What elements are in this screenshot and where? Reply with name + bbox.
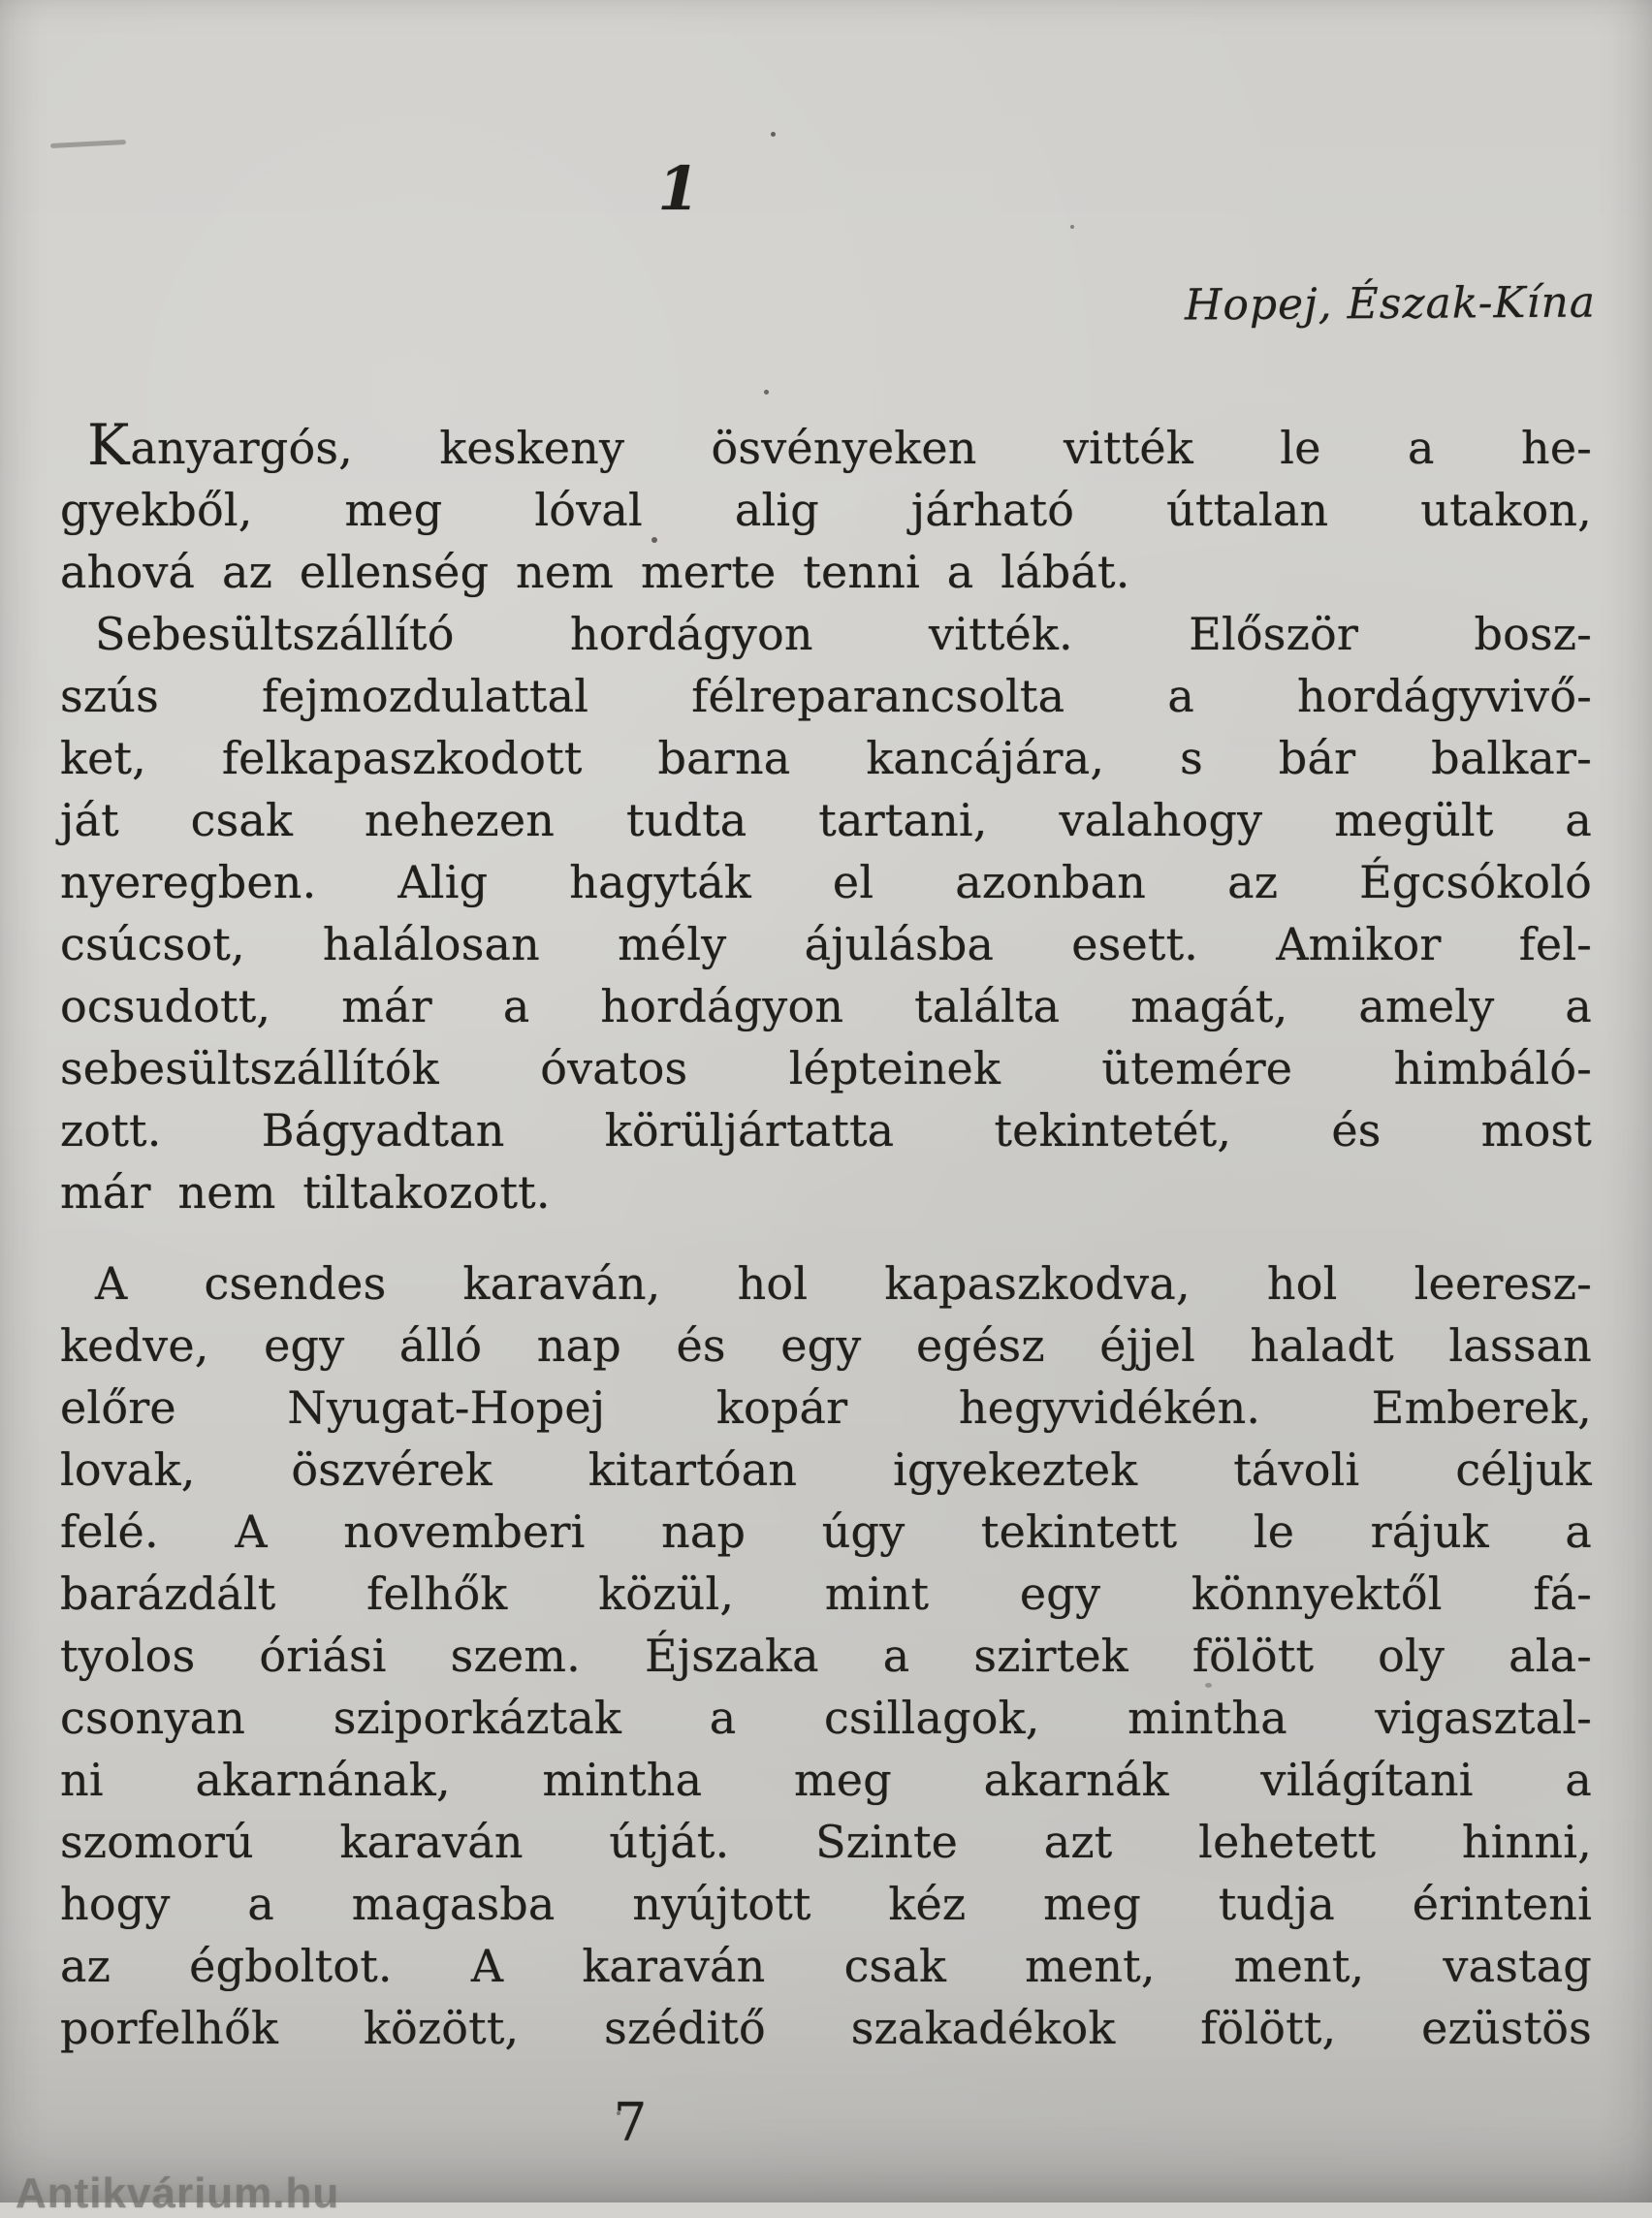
dateline: Hopej, Észak-Kína: [1184, 277, 1597, 331]
text-line: sebesültszállítók óvatos lépteinek ütemére himbáló-: [60, 1042, 1592, 1094]
text-line: Sebesültszállító hordágyon vitték. Először bosz-: [95, 608, 1592, 660]
text-line: ket, felkapaszkodott barna kancájára, s bár balkar-: [60, 732, 1592, 784]
text-line: ocsudott, már a hordágyon találta magát, amely a: [60, 980, 1592, 1032]
text-line: ahová az ellenség nem merte tenni a lábát.: [60, 546, 1130, 598]
text-line: már nem tiltakozott.: [60, 1166, 551, 1219]
paper-speck: [771, 132, 776, 137]
text-line: az égboltot. A karaván csak ment, ment, vastag: [60, 1940, 1592, 1992]
text-line: barázdált felhők közül, mint egy könnyektől fá-: [60, 1568, 1592, 1620]
text-line: ját csak nehezen tudta tartani, valahogy megült a: [60, 794, 1592, 846]
text-line: csonyan sziporkáztak a csillagok, mintha vigasztal-: [60, 1692, 1592, 1744]
chapter-number: 1: [657, 153, 700, 224]
text-line: porfelhők között, széditő szakadékok fölött, ezüstös: [60, 2002, 1592, 2054]
page-number: 7: [613, 2092, 648, 2153]
text-line: zott. Bágyadtan körüljártatta tekintetét, és most: [60, 1104, 1592, 1157]
text-line: lovak, öszvérek kitartóan igyekeztek távoli céljuk: [60, 1443, 1592, 1496]
text-line: gyekből, meg lóval alig járható úttalan utakon,: [60, 484, 1592, 536]
text-line: tyolos óriási szem. Éjszaka a szirtek fölött oly ala-: [60, 1630, 1592, 1682]
pencil-mark: [50, 140, 126, 148]
text-line: előre Nyugat-Hopej kopár hegyvidékén. Emberek,: [60, 1381, 1592, 1434]
initial-capital: K: [87, 412, 131, 478]
text-line: A csendes karaván, hol kapaszkodva, hol leeresz-: [95, 1257, 1592, 1310]
paper-speck: [1070, 225, 1074, 229]
paper-speck: [764, 390, 769, 395]
text-line: kedve, egy álló nap és egy egész éjjel haladt lassan: [60, 1319, 1592, 1372]
text-line: hogy a magasba nyújtott kéz meg tudja érinteni: [60, 1878, 1592, 1930]
text-line: nyeregben. Alig hagyták el azonban az Égcsókoló: [60, 856, 1592, 908]
text-line: szomorú karaván útját. Szinte azt lehetett hinni,: [60, 1816, 1592, 1868]
text-line: ni akarnának, mintha meg akarnák világítani a: [60, 1754, 1592, 1806]
text-line: Kanyargós, keskeny ösvényeken vitték le a he-: [87, 412, 1592, 478]
text-line: csúcsot, halálosan mély ájulásba esett. Amikor fel-: [60, 918, 1592, 970]
text-line: felé. A novemberi nap úgy tekintett le rájuk a: [60, 1505, 1592, 1558]
paragraph: [60, 603, 1592, 1223]
paragraph: [60, 412, 1592, 603]
body-text: [60, 412, 1592, 2059]
text-line: szús fejmozdulattal félreparancsolta a hordágyvivő-: [60, 670, 1592, 722]
watermark: Antikvárium.hu: [16, 2170, 340, 2217]
paragraph: [60, 1252, 1592, 2059]
